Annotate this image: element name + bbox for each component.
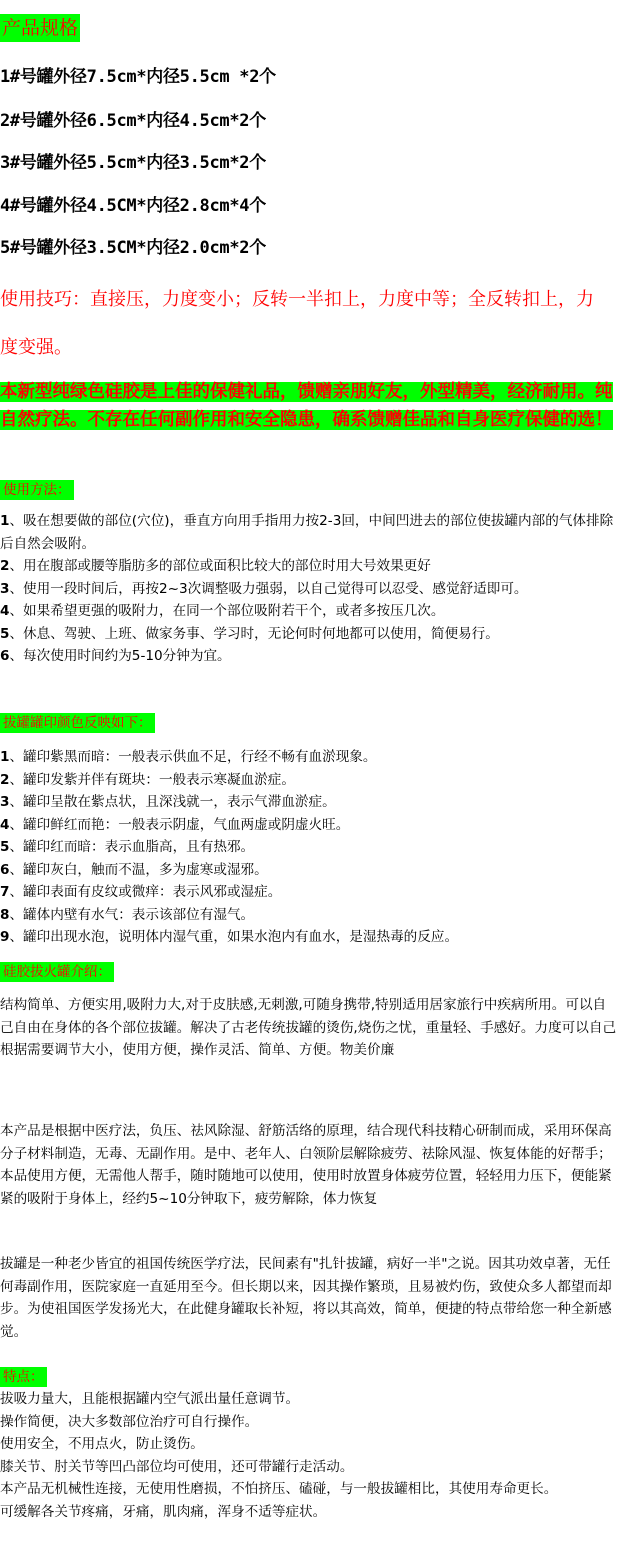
item-text: 、罐印出现水泡，说明体内湿气重，如果水泡内有血水，是湿热毒的反应。 — [9, 929, 459, 945]
spec-line-3: 3#号罐外径5.5cm*内径3.5cm*2个 — [0, 153, 266, 173]
list-item: 拔吸力量大，且能根据罐内空气派出量任意调节。 — [0, 1391, 300, 1407]
list-item — [0, 881, 618, 904]
list-item — [0, 510, 618, 555]
item-number: 3 — [0, 580, 10, 597]
item-text: 、每次使用时间约为5-10分钟为宜。 — [9, 648, 231, 664]
intro-paragraph-3: 拔罐是一种老少皆宜的祖国传统医学疗法，民间素有"扎针拔罐，病好一半"之说。因其功效卓著，无任何毒副作用，医院家庭一直延用至今。但长期以来，因其操作繁琐，且易被灼伤，致使众多人都望而却步。为使祖国医学发扬光大，在此健身罐取长补短，将以其高效，简单，便捷的特点带给您一种全新感觉。 — [0, 1256, 612, 1340]
list-item — [0, 645, 618, 668]
item-text: 、罐体内壁有水气：表示该部位有湿气。 — [9, 906, 255, 923]
item-text: 、罐印鲜红而艳：一般表示阴虚，气血两虚或阴虚火旺。 — [9, 816, 350, 833]
item-number: 5 — [0, 839, 10, 855]
item-number: 5 — [0, 625, 10, 642]
list-item — [0, 600, 618, 623]
list-item — [0, 904, 618, 927]
spec-line-1: 1#号罐外径7.5cm*内径5.5cm *2个 — [0, 67, 276, 87]
list-item — [0, 623, 618, 646]
item-text: 、休息、驾驶、上班、做家务事、学习时，无论何时何地都可以使用，简便易行。 — [9, 625, 499, 642]
item-text: 、如果希望更强的吸附力，在同一个部位吸附若干个，或者多按压几次。 — [9, 603, 445, 619]
item-text: 、罐印灰白，触而不温，多为虚寒或湿邪。 — [9, 861, 268, 878]
item-text: 、罐印红而暗：表示血脂高，且有热邪。 — [9, 839, 255, 855]
list-item — [0, 836, 618, 859]
intro-paragraph-1: 结构简单、方便实用,吸附力大,对于皮肤感,无刺激,可随身携带,特别适用居家旅行中疾病所用。可以自己自由在身体的各个部位拔罐。解决了古老传统拔罐的烫伤,烧伤之忧，重量轻、手感好。力度可以自己根据需要调节大小，使用方便，操作灵活、简单、方便。物美价廉 — [0, 997, 617, 1058]
list-item: 本产品无机械性连接，无使用性磨损，不怕挤压、磕碰，与一般拔罐相比，其使用寿命更长。 — [0, 1481, 558, 1497]
item-text: 、用在腹部或腰等脂肪多的部位或面积比较大的部位时用大号效果更好 — [9, 558, 431, 574]
item-number: 2 — [0, 558, 10, 574]
list-item — [0, 769, 618, 792]
intro-heading: 硅胶拔火罐介绍： — [0, 962, 114, 982]
item-number: 4 — [0, 603, 10, 619]
item-number: 7 — [0, 884, 10, 900]
usage-tips: 使用技巧：直接压，力度变小；反转一半扣上，力度中等；全反转扣上，力度变强。 — [0, 289, 594, 358]
marks-list — [0, 746, 618, 949]
list-item — [0, 578, 618, 601]
item-number: 6 — [0, 648, 10, 664]
item-text: 、罐印发紫并伴有斑块：一般表示寒凝血淤症。 — [9, 771, 295, 788]
list-item — [0, 791, 618, 814]
list-item — [0, 814, 618, 837]
promo-text — [0, 378, 616, 434]
list-item: 可缓解各关节疼痛，牙痛，肌肉痛，浑身不适等症状。 — [0, 1503, 327, 1520]
item-number: 9 — [0, 929, 10, 945]
promo-highlight: 本新型纯绿色硅胶是上佳的保健礼品，馈赠亲朋好友，外型精美，经济耐用。纯自然疗法。不存在任何副作用和安全隐患，确系馈赠佳品和自身医疗保健的选！ — [0, 382, 613, 430]
page-title: 产品规格 — [0, 14, 80, 42]
list-item: 操作简便，决大多数部位治疗可自行操作。 — [0, 1413, 259, 1430]
item-number: 4 — [0, 816, 10, 833]
list-item — [0, 926, 618, 949]
item-number: 2 — [0, 771, 10, 788]
item-number: 8 — [0, 906, 10, 923]
marks-heading: 拔罐罐印颜色反映如下： — [0, 713, 155, 733]
item-number: 6 — [0, 861, 10, 878]
usage-heading: 使用方法： — [0, 480, 74, 500]
list-item — [0, 555, 618, 578]
item-number: 1 — [0, 749, 10, 765]
list-item: 膝关节、肘关节等凹凸部位均可使用，还可带罐行走活动。 — [0, 1458, 354, 1475]
item-text: 、使用一段时间后，再按2~3次调整吸力强弱，以自己觉得可以忍受、感觉舒适即可。 — [9, 580, 528, 597]
list-item — [0, 859, 618, 882]
item-number: 3 — [0, 794, 10, 810]
usage-list — [0, 510, 618, 668]
item-text: 、吸在想要做的部位(穴位)，垂直方向用手指用力按2-3回，中间凹进去的部位使拔罐内部的气体排除后自然会吸附。 — [0, 513, 614, 552]
intro-paragraph-2: 本产品是根据中医疗法，负压、祛风除湿、舒筋活络的原理，结合现代科技精心研制而成，采用环保高分子材料制造，无毒、无副作用。是中、老年人、白领阶层解除疲劳、祛除风湿、恢复体能的好帮手；本品使用方便，无需他人帮手，随时随地可以使用，使用时放置身体疲劳位置，轻轻用力压下，便能紧紧的吸附于身体上，经约5~10分钟取下，疲劳解除，体力恢复 — [0, 1123, 612, 1207]
features-heading: 特点： — [0, 1367, 47, 1387]
item-number: 1 — [0, 513, 10, 529]
spec-line-4: 4#号罐外径4.5CM*内径2.8cm*4个 — [0, 196, 266, 216]
spec-line-5: 5#号罐外径3.5CM*内径2.0cm*2个 — [0, 238, 266, 258]
item-text: 、罐印呈散在紫点状，且深浅就一，表示气滞血淤症。 — [9, 794, 336, 810]
list-item: 使用安全，不用点火，防止烫伤。 — [0, 1436, 204, 1452]
spec-line-2: 2#号罐外径6.5cm*内径4.5cm*2个 — [0, 111, 266, 131]
features-list — [0, 1388, 618, 1523]
list-item — [0, 746, 618, 769]
item-text: 、罐印紫黑而暗：一般表示供血不足，行经不畅有血淤现象。 — [9, 749, 377, 765]
item-text: 、罐印表面有皮纹或微痒：表示风邪或湿症。 — [9, 884, 282, 900]
